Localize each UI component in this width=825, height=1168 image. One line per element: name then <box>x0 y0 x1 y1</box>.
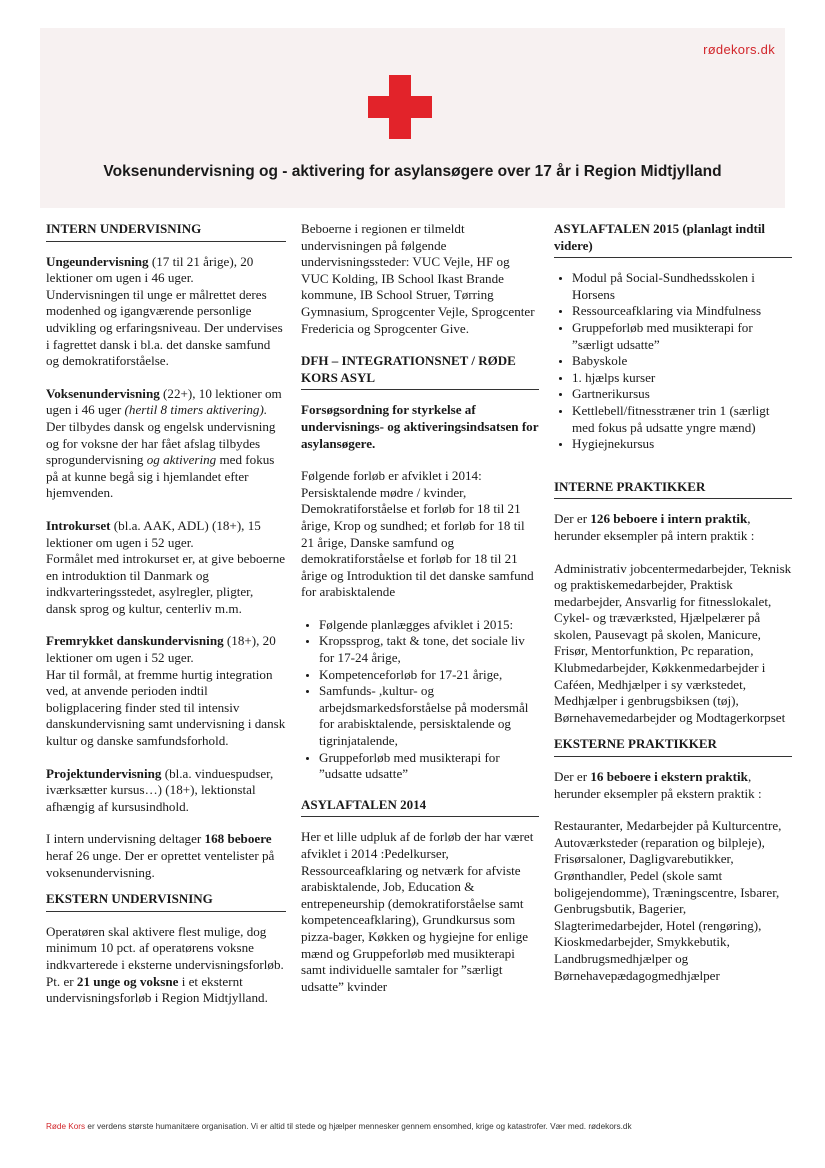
voksenundervisning-hours: (22+), 10 lektioner om ugen i 46 uger <box>46 385 282 418</box>
plan-2015-list <box>301 617 539 783</box>
ungeundervisning-paragraph <box>46 254 286 370</box>
fremrykket-label: Fremrykket danskundervisning <box>46 633 224 649</box>
column-3 <box>554 221 792 1000</box>
list-item: • Kettlebell/fitnesstræner trin 1 (særligt med fokus på udsatte yngre mænd) <box>572 403 792 436</box>
red-cross-logo <box>368 75 432 139</box>
voksenundervisning-description-end: med fokus på at kunne begå sig i hjemlandet efter hjemvenden. <box>46 452 275 501</box>
projektundervisning-description: (bl.a. vinduespudser, iværksætter kursus…) (18+), lektionstal afhængig af kursusindhold. <box>46 765 274 814</box>
list-item: • Kompetenceforløb for 17-21 årige, <box>319 667 539 684</box>
list-item: • Gruppeforløb med musikterapi for ”udsatte udsatte” <box>319 750 539 783</box>
fremrykket-description: Har til formål, at fremme hurtig integration ved, at anvende perioden indtil boligplacering finder sted til intensiv danskundervisning samt undervisning i dansk kultur og danske samfundsforhold. <box>46 666 286 749</box>
introkurset-label: Introkurset <box>46 517 111 533</box>
deltager-text: I intern undervisning deltager <box>46 831 205 847</box>
forsogsordning-label: Forsøgsordning for styrkelse af undervisnings- og aktiveringsindsatsen for asylansøgere. <box>301 402 539 451</box>
forlob-2014-paragraph: Følgende forløb er afviklet i 2014: Persisktalende mødre / kvinder, Demokratiforståelse et forløb for 18 til 21 årige, Krop og sundhed; et forløb for 18 til 21 årige, Danske samfund og demokratiforståelse et forløb for 18 til 21 årige og Introduktion til det danske samfund for arabisktalende <box>301 468 534 600</box>
asylaftalen-2015-list <box>554 270 792 453</box>
voksenundervisning-paragraph <box>46 386 286 502</box>
column-2 <box>301 221 539 1011</box>
list-item: • Modul på Social-Sundhedsskolen i Horsens <box>572 270 792 303</box>
footer <box>46 1122 786 1131</box>
projektundervisning-label: Projektundervisning <box>46 765 162 781</box>
eksterne-praktikker-text: Der er <box>554 769 591 785</box>
interne-praktikker-list: Administrativ jobcentermedarbejder, Teknisk og praktiskemedarbejder, Praktisk medarbejder, Ansvarlig for fitnesslokalet, Cykel- og træværksted, Hjælpelærer på skolen, Pausevagt på skolen, Manicure, Frisør, Mentorfunktion, Pc reparation, Klubmedarbejder, Køkkenmedarbejder i Caféen, Medhjælper i sy værkstedet, Medhjælper i genbrugsbiksen (tøj), Børnehavemedarbejder og Modtagerkorpset <box>554 560 792 725</box>
list-item: • Ressourceafklaring via Mindfulness <box>572 303 792 320</box>
heading-asylaftalen-2015: ASYLAFTALEN 2015 (planlagt indtil videre) <box>554 221 792 258</box>
heading-ekstern-undervisning: EKSTERN UNDERVISNING <box>46 891 286 912</box>
fremrykket-hours: (18+), 20 lektioner om ugen i 52 uger. <box>46 633 276 666</box>
ungeundervisning-label: Ungeundervisning <box>46 253 149 269</box>
list-item: • Babyskole <box>572 353 792 370</box>
ungeundervisning-description: Undervisningen til unge er målrettet deres modenhed og igangværende personlige udvikling og erfaringsniveau. Der undervises i fagrettet dansk i bl.a. det danske samfund og demokratiforståelse. <box>46 286 283 369</box>
forsogsordning-heading <box>301 402 539 452</box>
eksterne-praktikker-text-end: , herunder eksempler på ekstern praktik : <box>554 769 762 801</box>
interne-praktikker-text-end: , herunder eksempler på intern praktik : <box>554 511 755 543</box>
ekstern-text-end: i et eksternt undervisningsforløb i Region Midtjylland. <box>46 973 268 1006</box>
fremrykket-paragraph <box>46 633 286 749</box>
introkurset-hours: (bl.a. AAK, ADL) (18+), 15 lektioner om ugen i 52 uger. <box>46 517 261 550</box>
eksterne-praktikker-count: 16 beboere i ekstern praktik <box>590 769 748 785</box>
ekstern-count: 21 unge og voksne <box>76 973 179 989</box>
voksenundervisning-italic: og aktivering <box>146 452 217 468</box>
list-item: • Gruppeforløb med musikterapi for ”særligt udsatte” <box>572 320 792 353</box>
footer-brand: Røde Kors <box>46 1122 86 1131</box>
heading-eksterne-praktikker: EKSTERNE PRAKTIKKER <box>554 736 792 757</box>
list-item: • Hygiejnekursus <box>572 436 792 453</box>
column-1 <box>46 221 286 1023</box>
list-item: • 1. hjælps kurser <box>572 370 792 387</box>
deltager-text-end: heraf 26 unge. Der er oprettet ventelister på voksenundervisning. <box>46 848 275 880</box>
site-url: rødekors.dk <box>703 42 775 57</box>
interne-praktikker-text: Der er <box>554 511 591 527</box>
heading-interne-praktikker: INTERNE PRAKTIKKER <box>554 479 792 500</box>
eksterne-praktikker-list: Restauranter, Medarbejder på Kulturcentre, Autoværksteder (reparation og bilpleje), Frisørsaloner, Dagligvarebutikker, Grønthandler, Pedel (skole samt boligejendomme), Træningscentre, Isbarer, Genbrugsbutik, Bagerier, Slagterimedarbejder, Hotel (rengøring), Kioskmedarbejder, Smykkebutik, Landbrugsmedhjælper og Børnehavepædagogmedhjælper <box>554 818 782 983</box>
ekstern-paragraph <box>46 924 286 1007</box>
list-item: • Samfunds- ,kultur- og arbejdsmarkedsforståelse på modersmål for arabisktalende, persisktalende og tigrinjatalende, <box>319 683 539 749</box>
list-item: • Kropssprog, takt & tone, det sociale liv for 17-24 årige, <box>319 633 539 666</box>
heading-intern-undervisning: INTERN UNDERVISNING <box>46 221 286 242</box>
interne-praktikker-count: 126 beboere i intern praktik <box>590 511 748 527</box>
voksenundervisning-aktivering-note: (hertil 8 timers aktivering). <box>124 402 268 418</box>
introkurset-paragraph <box>46 518 286 618</box>
undervisningssteder-paragraph: Beboerne i regionen er tilmeldt undervisningen på følgende undervisningssteder: VUC Vejle, HF og VUC Kolding, IB School Ikast Brande kommune, IB School Struer, Tørring Gymnasium, Sprogcenter Vejle, Sprogcenter Fredericia og Sprogcenter Give. <box>301 221 535 336</box>
footer-text: er verdens største humanitære organisation. Vi er altid til stede og hjælper mennesker gennem ensomhed, krige og katastrofer. Vær med. rødekors.dk <box>85 1122 632 1131</box>
list-item: • Gartnerikursus <box>572 386 792 403</box>
heading-dfh-integrationsnet: DFH – INTEGRATIONSNET / RØDE KORS ASYL <box>301 353 539 390</box>
deltager-count: 168 beboere <box>204 831 272 847</box>
eksterne-praktikker-intro <box>554 769 792 802</box>
page-title: Voksenundervisning og - aktivering for asylansøgere over 17 år i Region Midtjylland <box>103 163 722 180</box>
interne-praktikker-intro <box>554 511 792 544</box>
list-item: • Følgende planlægges afviklet i 2015: <box>319 617 539 634</box>
voksenundervisning-description: Der tilbydes dansk og engelsk undervisning og for voksne der har fået afslag tilbydes sprogundervisning <box>46 418 276 468</box>
deltager-paragraph <box>46 831 286 881</box>
projektundervisning-paragraph <box>46 766 286 816</box>
asylaftalen-2014-paragraph: Her et lille udpluk af de forløb der har været afviklet i 2014 :Pedelkurser, Ressourceafklaring og netværk for afviste arabisktalende, Job, Education & entrepeneurship (demokratiforståelse samt kompetenceafklaring), Grundkursus som pizza-bager, Køkken og hygiejne for enlige mænd og Gruppeforløb med musikterapi samt individuelle samtaler for ”særligt udsatte” kvinder <box>301 829 534 994</box>
voksenundervisning-label: Voksenundervisning <box>46 385 160 401</box>
ekstern-text: Operatøren skal aktivere flest mulige, dog minimum 10 pct. af operatørens voksne indkvarterede i eksterne undervisningsforløb. Pt. er <box>46 923 284 989</box>
ungeundervisning-hours: (17 til 21 årige), 20 lektioner om ugen i 46 uger. <box>46 253 254 286</box>
introkurset-description: Formålet med introkurset er, at give beboerne en introduktion til Danmark og indkvarteringsstedet, asylregler, pligter, dansk sprog og kultur, centerliv m.m. <box>46 551 286 616</box>
heading-asylaftalen-2014: ASYLAFTALEN 2014 <box>301 797 539 818</box>
